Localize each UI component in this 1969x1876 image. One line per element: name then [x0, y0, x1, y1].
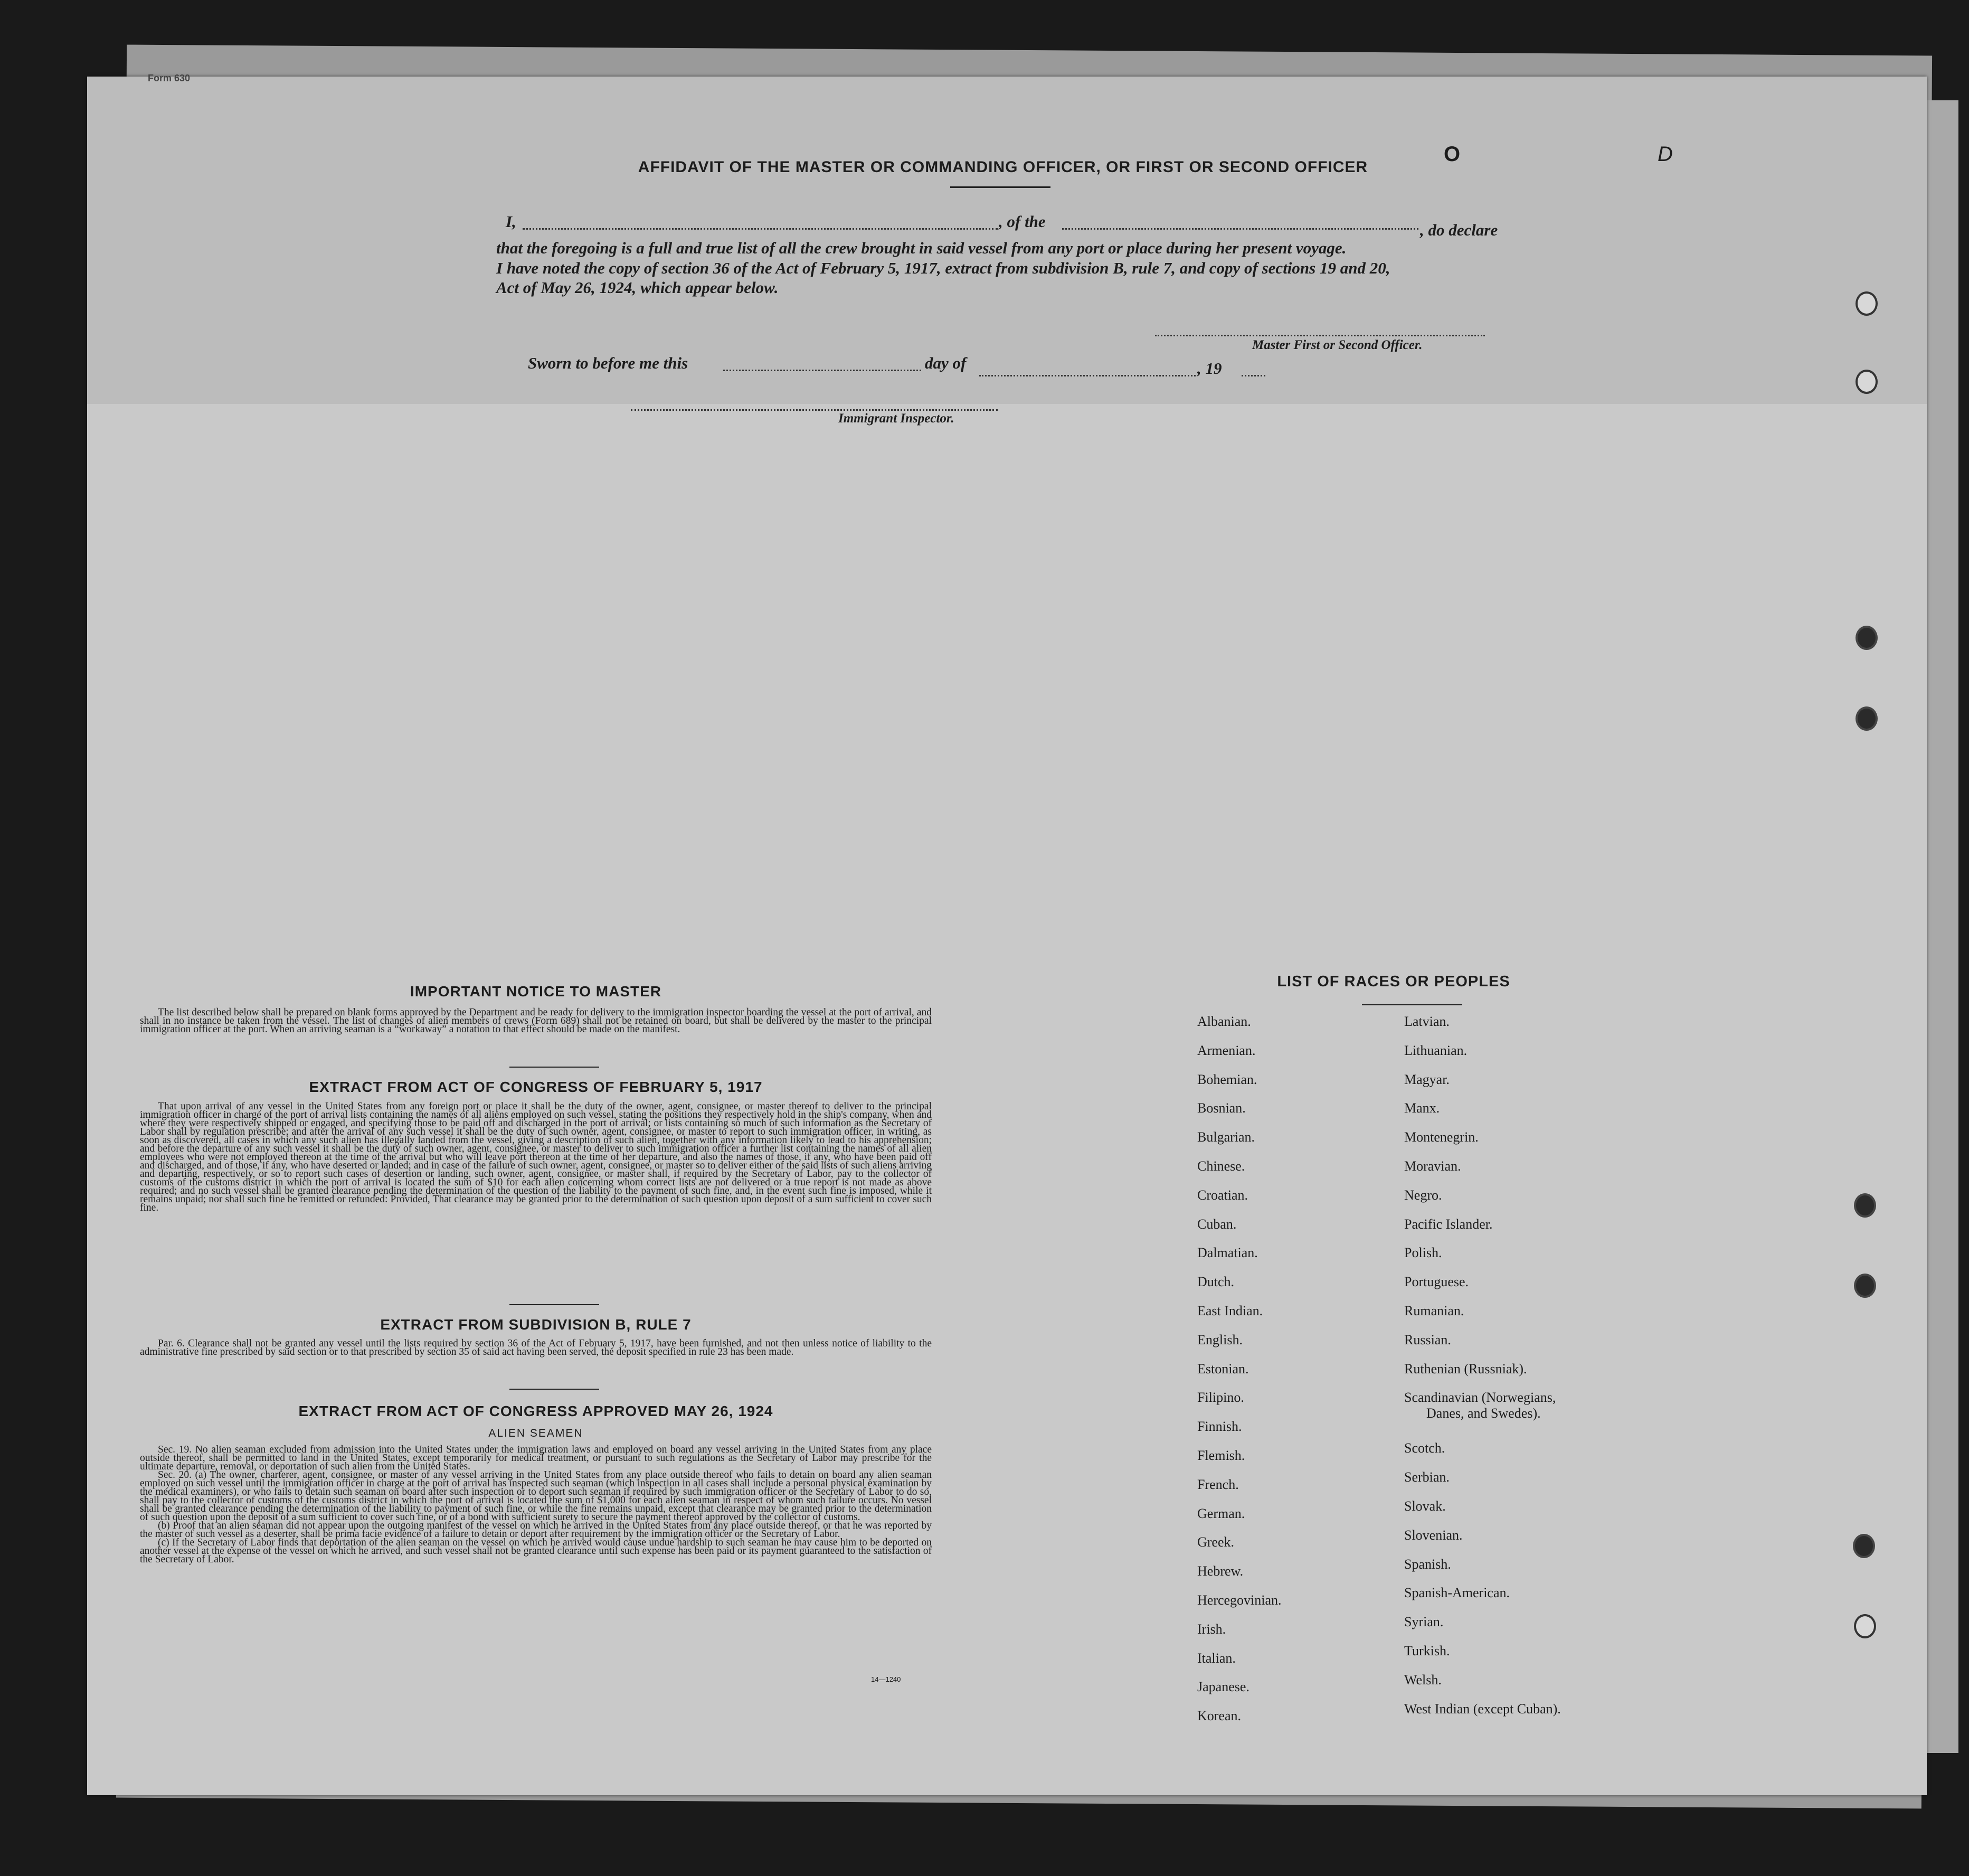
race-item: Finnish. [1197, 1419, 1242, 1435]
race-item: Irish. [1197, 1621, 1226, 1637]
extract-1924-title: EXTRACT FROM ACT OF CONGRESS APPROVED MAY 26, 1924 [298, 1403, 773, 1419]
race-item: Flemish. [1197, 1447, 1245, 1463]
race-item: Rumanian. [1404, 1303, 1464, 1318]
vessel-blank [1062, 228, 1418, 230]
sworn-day-of: day of [925, 354, 967, 372]
races-rule [1362, 1004, 1462, 1005]
race-item: Albanian. [1197, 1014, 1251, 1029]
punch-hole-icon [1856, 626, 1878, 650]
races-left-column [1197, 1014, 1282, 1737]
race-item: English. [1197, 1332, 1243, 1347]
race-item: Welsh. [1404, 1672, 1442, 1688]
race-item: Scotch. [1404, 1440, 1445, 1456]
race-item: Slovenian. [1404, 1527, 1463, 1543]
race-item: Turkish. [1404, 1643, 1450, 1658]
race-item: Montenegrin. [1404, 1129, 1479, 1145]
race-item: German. [1197, 1505, 1245, 1521]
punch-hole-icon [1853, 1534, 1875, 1558]
affidavit-title: AFFIDAVIT OF THE MASTER OR COMMANDING OFFICER, OR FIRST OR SECOND OFFICER [638, 158, 1368, 176]
inspector-signature-blank [631, 409, 998, 411]
race-item: Armenian. [1197, 1042, 1256, 1058]
inspector-label: Immigrant Inspector. [838, 411, 954, 426]
sec-36-text: That upon arrival of any vessel in the United States from any foreign port or place it shall be the duty of the owner, agent, consignee, or master thereof to deliver to the principal immigration officer in charge of the port of arrival lists containing the names of all aliens employed on such vessel, stating the positions they respectively hold in the ship's company, when and where they were respectively shipped or engaged, and specifying those to be paid off and discharged in the port of arrival; or lists containing so much of such information as the Secretary of Labor shall by regulation prescribe; and after the arrival of any such vessel it shall be the duty of such owner, agent, consignee, or master to report to such immigration officer, in writing, as soon as discovered, all cases in which any such alien has illegally landed from the vessel, giving a description of such alien, together with any information likely to lead to his apprehension; and before the departure of any such vessel it shall be the duty of such owner, agent, consignee, or master to deliver to such immigration officer a further list containing the names of all alien employees who were not employed thereon at the time of the arrival but who will leave port thereon at the time of her departure, and also the names of those, if any, who have been paid off and discharged, and of those, if any, who have deserted or landed; and in case of the failure of such owner, agent, consignee, or master so to deliver either of the said lists of such aliens arriving and departing, respectively, or so to report such cases of desertion or landing, such owner, agent, consignee, or master shall, if required by the Secretary of Labor, pay to the collector of customs of the customs district in which the port of arrival is located the sum of $10 for each alien concerning whom correct lists are not delivered or a true report is not made as above required; and no such vessel shall be granted clearance pending the determination of the question of the liability to the payment of such fine, and, in the event such fine is imposed, while it remains unpaid; nor shall such fine be remitted or refunded: Provided, That clearance may be granted prior to the determination of such question upon deposit of a sum sufficient to cover such fine. [140, 1101, 932, 1213]
affidavit-statement-1: that the foregoing is a full and true list of all the crew brought in said vessel from any port or place during her present voyage. [496, 239, 1347, 257]
affidavit-statement-2: I have noted the copy of section 36 of the Act of February 5, 1917, extract from subdivision B, rule 7, and copy of sections 19 and 20, [496, 259, 1390, 277]
form-code: 14—1240 [871, 1675, 901, 1683]
race-item: Hebrew. [1197, 1563, 1244, 1579]
sworn-year: , 19 [1197, 359, 1222, 378]
race-item: Lithuanian. [1404, 1042, 1468, 1058]
rule7-text: Par. 6. Clearance shall not be granted any vessel until the lists required by section 36 of the Act of February 5, 1917, have been furnished, and not then unless notice of liability to the administrative fine prescribed by said section or to that prescribed by section 35 of said act having been served, the deposit specified in rule 23 has been made. [140, 1338, 932, 1357]
race-item: Cuban. [1197, 1216, 1237, 1232]
extract-1917-title: EXTRACT FROM ACT OF CONGRESS OF FEBRUARY 5, 1917 [309, 1079, 763, 1095]
master-signature-blank [1155, 335, 1485, 336]
race-item: West Indian (except Cuban). [1404, 1701, 1561, 1717]
race-item: Serbian. [1404, 1469, 1450, 1485]
affidavit-statement-3: Act of May 26, 1924, which appear below. [496, 278, 779, 297]
notice-body [140, 1008, 932, 1034]
rule7-body [140, 1340, 932, 1356]
sec-19-text: Sec. 19. No alien seaman excluded from admission into the United States under the immigration laws and employed on board any vessel arriving in the United States from any place outside thereof, shall be permitted to land in the United States, except temporarily for medical treatment, or pursuant to such regulations as the Secretary of Labor may prescribe for the ultimate departure, removal, or deportation of such alien from the United States. [140, 1444, 932, 1472]
races-title: LIST OF RACES OR PEOPLES [1277, 973, 1510, 990]
race-item: Spanish-American. [1404, 1585, 1510, 1601]
punch-hole-icon [1856, 370, 1878, 394]
rule7-title: EXTRACT FROM SUBDIVISION B, RULE 7 [380, 1316, 692, 1333]
race-item: Korean. [1197, 1708, 1242, 1724]
notice-text: The list described below shall be prepared on blank forms approved by the Department and be ready for delivery to the immigration inspector boarding the vessel at the port of arrival, and shall in no instance be taken from the vessel. The list of changes of alien members of crews (Form 689) shall not be retained on board, but shall be delivered by the master to the principal immigration officer at the port. When an arriving seaman is a “workaway” a notation to that effect should be made on the manifest. [140, 1007, 932, 1035]
race-item: Bosnian. [1197, 1100, 1246, 1116]
extract-1917-body [140, 1102, 932, 1212]
master-signature-label: Master First or Second Officer. [1252, 338, 1423, 352]
race-line: Danes, and Swedes). [1426, 1406, 1541, 1421]
race-item: Filipino. [1197, 1390, 1244, 1406]
sec-20c-text: (c) If the Secretary of Labor finds that deportation of the alien seaman on the vessel on which he arrived would cause undue hardship to such seaman he may cause him to be deported on another vessel at the expense of the vessel on which he arrived, and such vessel shall not be granted clearance until such expense has been paid or its payment guaranteed to the satisfaction of the Secretary of Labor. [140, 1537, 932, 1565]
race-item: Russian. [1404, 1332, 1451, 1347]
race-item: Polish. [1404, 1245, 1442, 1261]
form-number: Form 630 [148, 73, 191, 83]
section-rule [509, 1304, 599, 1305]
affidavit-do-declare: , do declare [1420, 221, 1498, 239]
affidavit-of-the: , of the [999, 212, 1046, 231]
race-item: Spanish. [1404, 1556, 1451, 1572]
race-item: Hercegovinian. [1197, 1592, 1282, 1608]
race-item: Croatian. [1197, 1187, 1248, 1203]
punch-hole-icon [1856, 706, 1878, 731]
race-item: French. [1197, 1476, 1239, 1492]
punch-hole-icon [1856, 291, 1878, 316]
name-blank [523, 228, 998, 230]
punch-hole-icon [1854, 1193, 1876, 1218]
race-item: Magyar. [1404, 1071, 1450, 1087]
race-item: Greek. [1197, 1534, 1235, 1550]
race-item: Bulgarian. [1197, 1129, 1255, 1145]
race-item: Italian. [1197, 1650, 1236, 1666]
race-line: Scandinavian (Norwegians, [1404, 1390, 1556, 1406]
race-item-multiline [1404, 1390, 1561, 1440]
race-item: East Indian. [1197, 1303, 1263, 1318]
races-right-column [1404, 1014, 1561, 1730]
affidavit-i: I, [506, 212, 516, 231]
race-item: Latvian. [1404, 1014, 1450, 1029]
punch-hole-icon [1854, 1614, 1876, 1638]
race-item: Dutch. [1197, 1274, 1235, 1290]
race-item: Estonian. [1197, 1361, 1249, 1377]
race-item: Bohemian. [1197, 1071, 1257, 1087]
handwritten-circle-mark: O [1444, 143, 1461, 166]
notice-title: IMPORTANT NOTICE TO MASTER [410, 983, 662, 1000]
alien-seamen-subtitle: ALIEN SEAMEN [488, 1427, 583, 1439]
race-item: Slovak. [1404, 1498, 1446, 1514]
sworn-year-blank [1242, 375, 1265, 376]
race-item: Manx. [1404, 1100, 1440, 1116]
race-item: Negro. [1404, 1187, 1442, 1203]
sworn-month-blank [979, 375, 1196, 376]
title-rule [950, 186, 1050, 188]
sworn-day-blank [723, 370, 921, 371]
race-item: Japanese. [1197, 1679, 1249, 1695]
race-item: Chinese. [1197, 1158, 1245, 1174]
sec-20b-text: (b) Proof that an alien seaman did not appear upon the outgoing manifest of the vessel on which he arrived in the United States from any place outside thereof, or that he was reported by the master of such vessel as a deserter, shall be prima facie evidence of a failure to detain or deport after requirement by the immigration officer or the Secretary of Labor. [140, 1520, 932, 1540]
race-item: Pacific Islander. [1404, 1216, 1493, 1232]
extract-1924-body [140, 1446, 932, 1564]
race-item: Ruthenian (Russniak). [1404, 1361, 1527, 1377]
race-item: Dalmatian. [1197, 1245, 1258, 1261]
section-rule [509, 1389, 599, 1390]
section-rule [509, 1067, 599, 1068]
punch-hole-icon [1854, 1274, 1876, 1298]
race-item: Moravian. [1404, 1158, 1461, 1174]
race-item: Portuguese. [1404, 1274, 1469, 1290]
race-item: Syrian. [1404, 1614, 1444, 1630]
handwritten-corner-mark: D [1658, 143, 1673, 166]
sworn-prefix: Sworn to before me this [528, 354, 688, 372]
sec-20a-text: Sec. 20. (a) The owner, charterer, agent, consignee, or master of any vessel arriving in the United States from any place outside thereof who fails to detain on board any alien seaman employed on such vessel until the immigration officer in charge at the port of arrival has inspected such seaman (which inspection in all cases shall include a personal physical examination by the medical examiners), or who fails to detain such seaman on board after such inspection or to deport such seaman if required by such immigration officer or the Secretary of Labor to do so, shall pay to the collector of customs of the customs district in which the port of arrival is located the sum of $1,000 for each alien seaman in respect of whom such failure occurs. No vessel shall be granted clearance pending the determination of the liability to payment of such fine, or while the fine remains unpaid, except that clearance may be granted prior to the determination of such question upon the deposit of a sum sufficient to cover such fine, or of a bond with sufficient surety to secure the payment thereof approved by the collector of customs. [140, 1469, 932, 1523]
